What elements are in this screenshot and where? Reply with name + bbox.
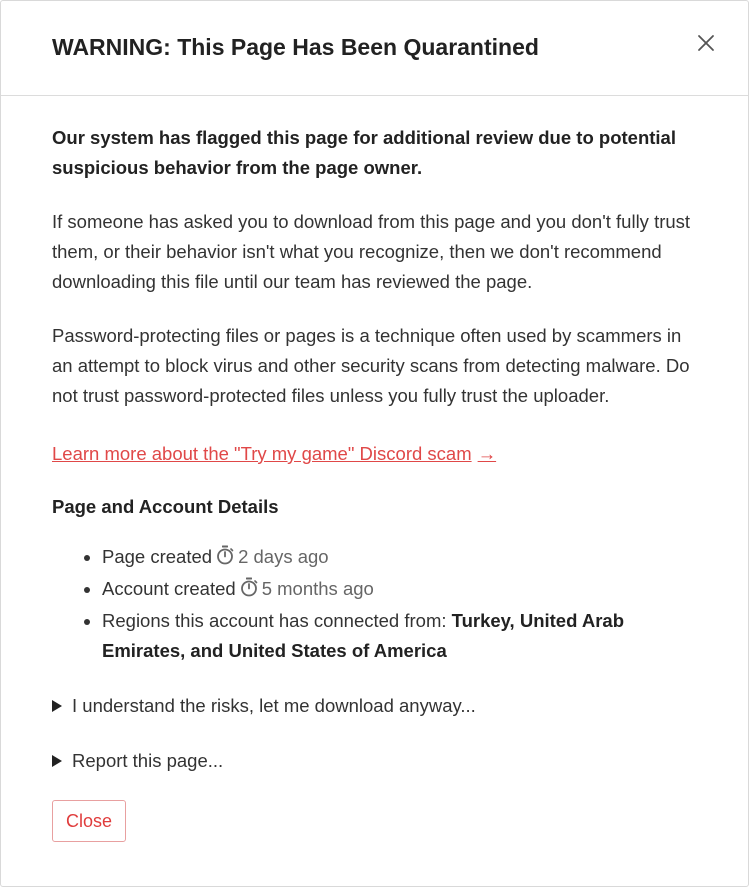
lead-warning-text: Our system has flagged this page for additional review due to potential suspicious behavior from the page owner. — [52, 127, 676, 178]
download-anyway-label: I understand the risks, let me download anyway... — [72, 695, 476, 716]
list-item — [102, 606, 697, 666]
dialog-header — [1, 1, 748, 96]
dialog-body — [1, 123, 748, 842]
account-created-value: 5 months ago — [261, 578, 374, 599]
dialog-title: WARNING: This Page Has Been Quarantined — [52, 34, 539, 60]
details-heading: Page and Account Details — [52, 496, 279, 517]
arrow-right-icon: → — [477, 443, 497, 464]
list-item — [102, 574, 697, 606]
learn-more-link[interactable] — [52, 439, 496, 469]
password-warning-text: Password-protecting files or pages is a technique often used by scammers in an attempt to block virus and other security scans from detecting malware. Do not trust password-protected files unless you fully trust the uploader. — [52, 325, 690, 406]
close-button[interactable]: Close — [52, 800, 126, 842]
regions-label: Regions this account has connected from: — [102, 610, 447, 631]
stopwatch-icon — [216, 544, 234, 574]
triangle-right-icon — [52, 700, 62, 712]
details-list — [52, 542, 697, 666]
trust-warning-text: If someone has asked you to download from this page and you don't fully trust them, or their behavior isn't what you recognize, then we don't recommend downloading this file until our team has reviewed the page. — [52, 211, 691, 292]
account-created-label: Account created — [102, 578, 236, 599]
report-page-toggle[interactable] — [52, 746, 697, 776]
page-created-label: Page created — [102, 546, 213, 567]
download-anyway-toggle[interactable] — [52, 691, 697, 721]
stopwatch-icon — [240, 576, 258, 606]
triangle-right-icon — [52, 755, 62, 767]
page-created-value: 2 days ago — [238, 546, 329, 567]
regions-value: Turkey, United Arab Emirates, and United States of America — [102, 610, 624, 661]
list-item — [102, 542, 697, 574]
learn-more-link-label: Learn more about the "Try my game" Discord scam — [52, 443, 472, 464]
report-page-label: Report this page... — [72, 750, 224, 771]
close-icon[interactable] — [694, 31, 718, 55]
